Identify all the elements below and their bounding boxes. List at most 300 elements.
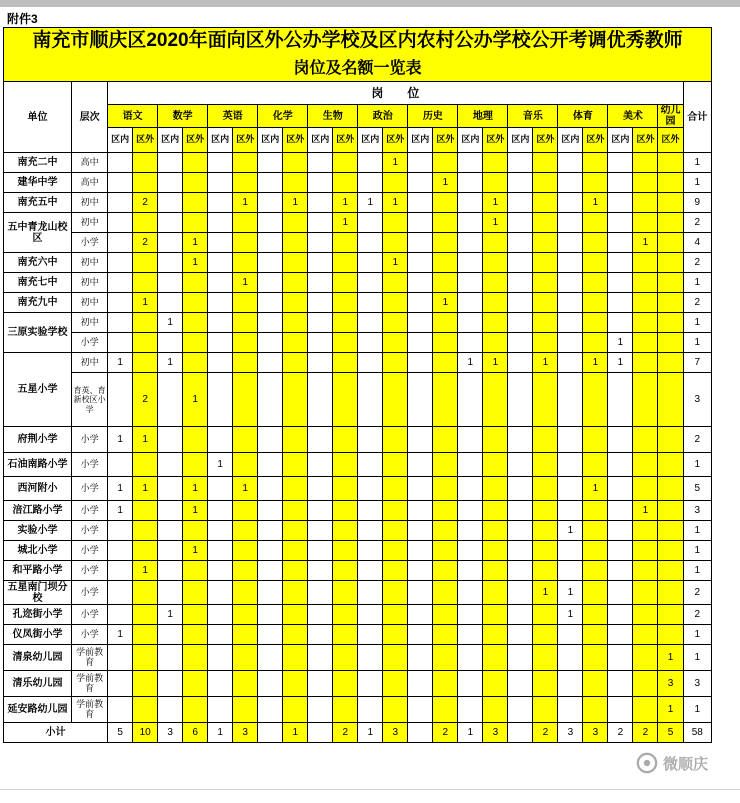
level-cell: 初中 bbox=[72, 353, 108, 373]
count-cell bbox=[483, 561, 508, 581]
count-cell bbox=[283, 273, 308, 293]
count-cell: 1 bbox=[458, 353, 483, 373]
count-cell bbox=[333, 561, 358, 581]
document-title: 南充市顺庆区2020年面向区外公办学校及区内农村公办学校公开考调优秀教师 bbox=[3, 27, 712, 54]
count-cell bbox=[408, 541, 433, 561]
count-cell bbox=[283, 353, 308, 373]
header-subject: 英语 bbox=[208, 105, 258, 128]
count-cell bbox=[583, 671, 608, 697]
count-cell bbox=[458, 373, 483, 427]
level-cell: 初中 bbox=[72, 213, 108, 233]
count-cell: 1 bbox=[483, 193, 508, 213]
count-cell bbox=[483, 293, 508, 313]
header-row-inout bbox=[4, 128, 712, 153]
count-cell bbox=[183, 293, 208, 313]
count-cell bbox=[483, 541, 508, 561]
count-cell bbox=[308, 213, 333, 233]
count-cell bbox=[458, 213, 483, 233]
header-subject: 美术 bbox=[608, 105, 658, 128]
level-cell: 小学 bbox=[72, 541, 108, 561]
count-cell bbox=[408, 501, 433, 521]
count-cell bbox=[633, 521, 658, 541]
subtotal-cell: 10 bbox=[133, 723, 158, 743]
count-cell bbox=[408, 477, 433, 501]
count-cell: 1 bbox=[158, 313, 183, 333]
count-cell bbox=[658, 561, 683, 581]
count-cell bbox=[633, 453, 658, 477]
header-post: 岗 位 bbox=[108, 82, 684, 105]
row-total-cell: 1 bbox=[683, 645, 711, 671]
count-cell bbox=[108, 233, 133, 253]
count-cell: 1 bbox=[333, 213, 358, 233]
count-cell bbox=[458, 645, 483, 671]
count-cell bbox=[458, 671, 483, 697]
level-cell: 初中 bbox=[72, 273, 108, 293]
count-cell bbox=[583, 645, 608, 671]
count-cell bbox=[258, 453, 283, 477]
count-cell bbox=[483, 233, 508, 253]
count-cell bbox=[283, 453, 308, 477]
count-cell bbox=[608, 373, 633, 427]
count-cell bbox=[333, 373, 358, 427]
count-cell bbox=[233, 645, 258, 671]
count-cell bbox=[308, 427, 333, 453]
count-cell bbox=[233, 153, 258, 173]
count-cell bbox=[433, 541, 458, 561]
count-cell bbox=[558, 561, 583, 581]
count-cell bbox=[558, 501, 583, 521]
count-cell bbox=[283, 605, 308, 625]
count-cell bbox=[358, 313, 383, 333]
count-cell bbox=[433, 477, 458, 501]
count-cell bbox=[333, 521, 358, 541]
row-total-cell: 1 bbox=[683, 333, 711, 353]
count-cell bbox=[383, 671, 408, 697]
count-cell bbox=[233, 697, 258, 723]
count-cell bbox=[483, 581, 508, 605]
count-cell bbox=[483, 173, 508, 193]
header-in-district: 区内 bbox=[408, 128, 433, 153]
table-row bbox=[4, 353, 712, 373]
count-cell bbox=[633, 645, 658, 671]
count-cell bbox=[533, 453, 558, 477]
level-cell: 小学 bbox=[72, 625, 108, 645]
count-cell bbox=[508, 353, 533, 373]
header-in-district: 区内 bbox=[508, 128, 533, 153]
count-cell bbox=[433, 671, 458, 697]
count-cell bbox=[608, 213, 633, 233]
header-out-district: 区外 bbox=[633, 128, 658, 153]
count-cell bbox=[358, 453, 383, 477]
count-cell bbox=[508, 697, 533, 723]
count-cell bbox=[508, 477, 533, 501]
count-cell bbox=[208, 541, 233, 561]
count-cell bbox=[358, 253, 383, 273]
level-cell: 小学 bbox=[72, 521, 108, 541]
count-cell bbox=[408, 605, 433, 625]
count-cell bbox=[258, 427, 283, 453]
header-subject: 政治 bbox=[358, 105, 408, 128]
count-cell bbox=[283, 153, 308, 173]
count-cell bbox=[358, 541, 383, 561]
count-cell bbox=[133, 213, 158, 233]
count-cell bbox=[633, 353, 658, 373]
count-cell: 1 bbox=[433, 293, 458, 313]
count-cell bbox=[583, 233, 608, 253]
count-cell bbox=[208, 293, 233, 313]
count-cell bbox=[233, 521, 258, 541]
count-cell bbox=[658, 453, 683, 477]
count-cell bbox=[133, 173, 158, 193]
quota-table bbox=[3, 81, 712, 743]
header-subject: 生物 bbox=[308, 105, 358, 128]
count-cell bbox=[658, 273, 683, 293]
count-cell bbox=[158, 561, 183, 581]
count-cell: 1 bbox=[558, 581, 583, 605]
count-cell bbox=[208, 213, 233, 233]
count-cell bbox=[433, 581, 458, 605]
count-cell bbox=[308, 541, 333, 561]
count-cell bbox=[158, 233, 183, 253]
count-cell bbox=[158, 427, 183, 453]
count-cell bbox=[333, 541, 358, 561]
count-cell: 1 bbox=[383, 193, 408, 213]
subtotal-cell: 3 bbox=[233, 723, 258, 743]
unit-cell: 南充二中 bbox=[4, 153, 72, 173]
count-cell bbox=[633, 293, 658, 313]
count-cell: 1 bbox=[133, 427, 158, 453]
count-cell bbox=[333, 333, 358, 353]
count-cell bbox=[308, 581, 333, 605]
count-cell bbox=[508, 233, 533, 253]
count-cell bbox=[558, 625, 583, 645]
count-cell bbox=[358, 697, 383, 723]
count-cell bbox=[483, 501, 508, 521]
count-cell bbox=[108, 253, 133, 273]
count-cell bbox=[233, 313, 258, 333]
camera-circle-icon bbox=[636, 752, 658, 774]
count-cell bbox=[183, 333, 208, 353]
table-row bbox=[4, 561, 712, 581]
header-out-district: 区外 bbox=[183, 128, 208, 153]
count-cell bbox=[158, 153, 183, 173]
subtotal-cell: 2 bbox=[433, 723, 458, 743]
header-subject: 音乐 bbox=[508, 105, 558, 128]
subtotal-cell: 1 bbox=[458, 723, 483, 743]
count-cell bbox=[283, 581, 308, 605]
count-cell bbox=[358, 581, 383, 605]
count-cell bbox=[183, 581, 208, 605]
count-cell: 1 bbox=[233, 477, 258, 501]
count-cell: 1 bbox=[183, 477, 208, 501]
row-total-cell: 5 bbox=[683, 477, 711, 501]
count-cell bbox=[633, 477, 658, 501]
count-cell bbox=[658, 477, 683, 501]
count-cell bbox=[308, 333, 333, 353]
count-cell bbox=[558, 293, 583, 313]
count-cell: 1 bbox=[108, 501, 133, 521]
count-cell: 1 bbox=[583, 353, 608, 373]
count-cell bbox=[558, 213, 583, 233]
count-cell bbox=[308, 671, 333, 697]
unit-cell: 清泉幼儿园 bbox=[4, 645, 72, 671]
count-cell bbox=[583, 253, 608, 273]
count-cell bbox=[333, 625, 358, 645]
count-cell bbox=[308, 501, 333, 521]
top-strip bbox=[0, 0, 740, 7]
count-cell bbox=[208, 373, 233, 427]
table-row bbox=[4, 541, 712, 561]
count-cell bbox=[208, 313, 233, 333]
subtotal-cell: 5 bbox=[108, 723, 133, 743]
count-cell bbox=[158, 581, 183, 605]
count-cell bbox=[458, 333, 483, 353]
count-cell bbox=[383, 293, 408, 313]
row-total-cell: 2 bbox=[683, 293, 711, 313]
count-cell bbox=[408, 625, 433, 645]
unit-cell: 建华中学 bbox=[4, 173, 72, 193]
count-cell bbox=[383, 213, 408, 233]
count-cell bbox=[108, 313, 133, 333]
count-cell bbox=[258, 541, 283, 561]
header-out-district: 区外 bbox=[383, 128, 408, 153]
count-cell bbox=[283, 541, 308, 561]
count-cell bbox=[258, 253, 283, 273]
table-row bbox=[4, 273, 712, 293]
count-cell bbox=[133, 671, 158, 697]
count-cell: 1 bbox=[658, 697, 683, 723]
count-cell bbox=[608, 541, 633, 561]
row-total-cell: 1 bbox=[683, 153, 711, 173]
count-cell bbox=[208, 561, 233, 581]
count-cell bbox=[658, 521, 683, 541]
count-cell: 1 bbox=[108, 625, 133, 645]
count-cell bbox=[458, 253, 483, 273]
count-cell bbox=[308, 521, 333, 541]
count-cell bbox=[508, 293, 533, 313]
table-row bbox=[4, 625, 712, 645]
subtotal-cell: 3 bbox=[383, 723, 408, 743]
count-cell bbox=[158, 253, 183, 273]
count-cell bbox=[233, 605, 258, 625]
count-cell bbox=[533, 625, 558, 645]
count-cell bbox=[533, 561, 558, 581]
count-cell bbox=[183, 671, 208, 697]
count-cell bbox=[558, 333, 583, 353]
count-cell bbox=[383, 581, 408, 605]
count-cell bbox=[583, 293, 608, 313]
count-cell bbox=[283, 625, 308, 645]
header-row-post bbox=[4, 82, 712, 105]
count-cell bbox=[333, 501, 358, 521]
count-cell bbox=[158, 671, 183, 697]
count-cell bbox=[583, 521, 608, 541]
row-total-cell: 2 bbox=[683, 581, 711, 605]
count-cell bbox=[383, 273, 408, 293]
count-cell bbox=[533, 173, 558, 193]
count-cell bbox=[508, 541, 533, 561]
count-cell bbox=[108, 153, 133, 173]
row-total-cell: 1 bbox=[683, 453, 711, 477]
count-cell bbox=[608, 671, 633, 697]
count-cell bbox=[108, 333, 133, 353]
count-cell bbox=[258, 213, 283, 233]
level-cell: 高中 bbox=[72, 153, 108, 173]
count-cell bbox=[583, 333, 608, 353]
count-cell bbox=[183, 353, 208, 373]
count-cell bbox=[283, 427, 308, 453]
count-cell bbox=[158, 625, 183, 645]
count-cell bbox=[383, 561, 408, 581]
count-cell bbox=[658, 253, 683, 273]
count-cell bbox=[133, 581, 158, 605]
count-cell bbox=[183, 645, 208, 671]
count-cell bbox=[183, 313, 208, 333]
count-cell bbox=[333, 233, 358, 253]
count-cell bbox=[408, 581, 433, 605]
count-cell bbox=[433, 427, 458, 453]
count-cell bbox=[433, 453, 458, 477]
count-cell bbox=[508, 561, 533, 581]
count-cell bbox=[133, 253, 158, 273]
count-cell bbox=[383, 541, 408, 561]
count-cell bbox=[383, 353, 408, 373]
header-out-district: 区外 bbox=[658, 128, 683, 153]
count-cell bbox=[558, 313, 583, 333]
count-cell bbox=[133, 625, 158, 645]
count-cell bbox=[608, 501, 633, 521]
count-cell bbox=[158, 333, 183, 353]
count-cell bbox=[633, 671, 658, 697]
count-cell bbox=[308, 353, 333, 373]
count-cell bbox=[258, 353, 283, 373]
count-cell: 1 bbox=[433, 173, 458, 193]
header-in-district: 区内 bbox=[458, 128, 483, 153]
count-cell bbox=[308, 697, 333, 723]
count-cell bbox=[133, 353, 158, 373]
count-cell bbox=[633, 193, 658, 213]
table-row bbox=[4, 521, 712, 541]
count-cell bbox=[233, 453, 258, 477]
count-cell bbox=[658, 427, 683, 453]
level-cell: 初中 bbox=[72, 293, 108, 313]
count-cell: 1 bbox=[533, 581, 558, 605]
count-cell bbox=[133, 645, 158, 671]
count-cell bbox=[558, 373, 583, 427]
count-cell: 1 bbox=[133, 293, 158, 313]
count-cell bbox=[583, 153, 608, 173]
count-cell bbox=[158, 273, 183, 293]
count-cell bbox=[508, 193, 533, 213]
count-cell bbox=[133, 313, 158, 333]
count-cell bbox=[658, 153, 683, 173]
count-cell bbox=[408, 193, 433, 213]
count-cell bbox=[633, 697, 658, 723]
count-cell bbox=[658, 605, 683, 625]
count-cell bbox=[458, 293, 483, 313]
count-cell bbox=[583, 213, 608, 233]
row-total-cell: 1 bbox=[683, 541, 711, 561]
count-cell bbox=[183, 625, 208, 645]
count-cell bbox=[258, 605, 283, 625]
count-cell bbox=[108, 193, 133, 213]
count-cell bbox=[508, 521, 533, 541]
unit-cell: 清乐幼儿园 bbox=[4, 671, 72, 697]
count-cell bbox=[658, 313, 683, 333]
count-cell bbox=[558, 645, 583, 671]
header-subject: 化学 bbox=[258, 105, 308, 128]
count-cell bbox=[533, 697, 558, 723]
unit-cell: 石油南路小学 bbox=[4, 453, 72, 477]
subtotal-cell: 1 bbox=[208, 723, 233, 743]
count-cell bbox=[233, 173, 258, 193]
count-cell bbox=[408, 333, 433, 353]
count-cell bbox=[108, 453, 133, 477]
unit-cell: 五星南门坝分校 bbox=[4, 581, 72, 605]
count-cell bbox=[483, 313, 508, 333]
count-cell bbox=[458, 453, 483, 477]
count-cell bbox=[558, 273, 583, 293]
count-cell bbox=[233, 233, 258, 253]
count-cell bbox=[658, 173, 683, 193]
header-out-district: 区外 bbox=[533, 128, 558, 153]
count-cell bbox=[158, 373, 183, 427]
count-cell bbox=[408, 521, 433, 541]
count-cell bbox=[458, 173, 483, 193]
count-cell bbox=[233, 501, 258, 521]
count-cell bbox=[158, 697, 183, 723]
count-cell bbox=[358, 353, 383, 373]
count-cell bbox=[558, 541, 583, 561]
header-out-district: 区外 bbox=[133, 128, 158, 153]
count-cell: 1 bbox=[183, 233, 208, 253]
count-cell bbox=[158, 521, 183, 541]
count-cell bbox=[258, 273, 283, 293]
count-cell bbox=[458, 153, 483, 173]
subtotal-cell: 2 bbox=[633, 723, 658, 743]
header-subject: 幼儿园 bbox=[658, 105, 683, 128]
count-cell bbox=[408, 373, 433, 427]
count-cell bbox=[533, 671, 558, 697]
count-cell bbox=[183, 427, 208, 453]
row-total-cell: 3 bbox=[683, 501, 711, 521]
count-cell bbox=[433, 273, 458, 293]
count-cell bbox=[283, 671, 308, 697]
count-cell bbox=[583, 697, 608, 723]
count-cell bbox=[633, 153, 658, 173]
count-cell bbox=[433, 373, 458, 427]
count-cell: 1 bbox=[233, 273, 258, 293]
count-cell bbox=[558, 233, 583, 253]
count-cell bbox=[458, 697, 483, 723]
subtotal-cell bbox=[308, 723, 333, 743]
count-cell bbox=[633, 373, 658, 427]
subtotal-cell: 2 bbox=[608, 723, 633, 743]
count-cell bbox=[308, 477, 333, 501]
count-cell bbox=[383, 625, 408, 645]
count-cell bbox=[258, 501, 283, 521]
row-total-cell: 3 bbox=[683, 671, 711, 697]
count-cell bbox=[208, 477, 233, 501]
count-cell bbox=[458, 521, 483, 541]
count-cell bbox=[558, 173, 583, 193]
row-total-cell: 1 bbox=[683, 313, 711, 333]
count-cell: 2 bbox=[133, 373, 158, 427]
count-cell bbox=[433, 213, 458, 233]
count-cell bbox=[233, 253, 258, 273]
count-cell bbox=[508, 253, 533, 273]
count-cell bbox=[133, 501, 158, 521]
